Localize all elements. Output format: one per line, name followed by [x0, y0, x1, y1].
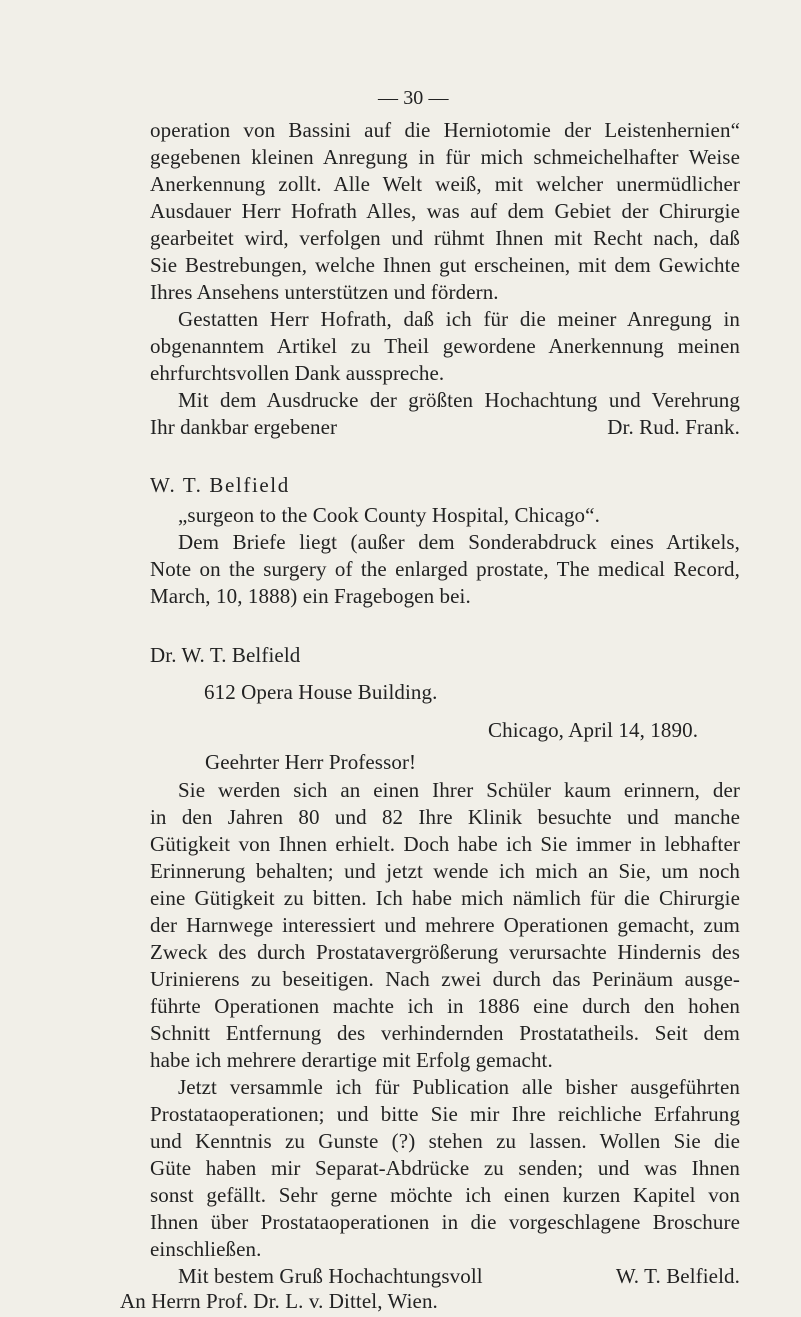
text-line: Gütigkeit von Ihnen erhielt. Doch habe ich Sie immer in lebhafter [150, 832, 740, 856]
text-line: Güte haben mir Separat-Abdrücke zu senden; und was Ihnen [150, 1156, 740, 1180]
page-number: — 30 — [378, 87, 449, 109]
text-line: ehrfurchtsvollen Dank ausspreche. [150, 361, 445, 385]
text-line: Sie werden sich an einen Ihrer Schüler kaum erinnern, der [178, 778, 740, 802]
text-line: Schnitt Entfernung des verhindernden Prostatatheils. Seit dem [150, 1021, 740, 1045]
text-line: operation von Bassini auf die Herniotomie der Leistenhernien“ [150, 118, 740, 142]
text-line: Sie Bestrebungen, welche Ihnen gut erscheinen, mit dem Gewichte [150, 253, 740, 277]
text-line: gearbeitet wird, verfolgen und rühmt Ihnen mit Recht nach, daß [150, 226, 740, 250]
text-line: Ausdauer Herr Hofrath Alles, was auf dem Gebiet der Chirurgie [150, 199, 740, 223]
text-line: gegebenen kleinen Anregung in für mich schmeichelhafter Weise [150, 145, 740, 169]
text-line: in den Jahren 80 und 82 Ihre Klinik besuchte und manche [150, 805, 740, 829]
closing-text: Mit bestem Gruß Hochachtungsvoll [178, 1264, 483, 1288]
signature: W. T. Belfield. [615, 1264, 740, 1288]
text-line: Ihres Ansehens unterstützen und fördern. [150, 280, 499, 304]
person-heading: W. T. Belfield [150, 473, 290, 497]
text-line: Zweck des durch Prostatavergrößerung verursachte Hindernis des [150, 940, 740, 964]
text-line: Mit dem Ausdrucke der größten Hochachtung und Verehrung [178, 388, 740, 412]
text-line: Gestatten Herr Hofrath, daß ich für die meiner Anregung in [178, 307, 740, 331]
letter-header-name: Dr. W. T. Belfield [150, 643, 301, 667]
letter-recipient: An Herrn Prof. Dr. L. v. Dittel, Wien. [120, 1289, 438, 1313]
text-line: einschließen. [150, 1237, 262, 1261]
text-line: Note on the surgery of the enlarged prostate, The medical Record, [150, 557, 740, 581]
letter-address: 612 Opera House Building. [204, 680, 438, 704]
text-line: der Harnwege interessiert und mehrere Operationen gemacht, zum [150, 913, 740, 937]
text-line: führte Operationen machte ich in 1886 eine durch den hohen [150, 994, 740, 1018]
text-line: Urinierens zu beseitigen. Nach zwei durch das Perinäum ausge- [150, 967, 740, 991]
signature: Dr. Rud. Frank. [607, 415, 740, 439]
letter-dateline: Chicago, April 14, 1890. [488, 718, 699, 742]
text-line: und Kenntnis zu Gunste (?) stehen zu lassen. Wollen Sie die [150, 1129, 740, 1153]
text-line: Ihnen über Prostataoperationen in die vorgeschlagene Broschure [150, 1210, 740, 1234]
text-line: Jetzt versammle ich für Publication alle bisher ausgeführten [178, 1075, 740, 1099]
text-line: Erinnerung behalten; und jetzt wende ich mich an Sie, um noch [150, 859, 740, 883]
text-line: „surgeon to the Cook County Hospital, Chicago“. [178, 503, 600, 527]
text-line: obgenanntem Artikel zu Theil gewordene Anerkennung meinen [150, 334, 740, 358]
text-line: Dem Briefe liegt (außer dem Sonderabdruck eines Artikels, [178, 530, 740, 554]
text-line: sonst gefällt. Sehr gerne möchte ich einen kurzen Kapitel von [150, 1183, 740, 1207]
letter-salutation: Geehrter Herr Professor! [205, 750, 417, 774]
closing-text: Ihr dankbar ergebener [150, 415, 338, 439]
text-line: eine Gütigkeit zu bitten. Ich habe mich nämlich für die Chirurgie [150, 886, 740, 910]
text-line: Prostataoperationen; und bitte Sie mir Ihre reichliche Erfahrung [150, 1102, 740, 1126]
text-line: March, 10, 1888) ein Fragebogen bei. [150, 584, 471, 608]
text-line: Anerkennung zollt. Alle Welt weiß, mit welcher unermüdlicher [150, 172, 740, 196]
text-line: habe ich mehrere derartige mit Erfolg gemacht. [150, 1048, 553, 1072]
